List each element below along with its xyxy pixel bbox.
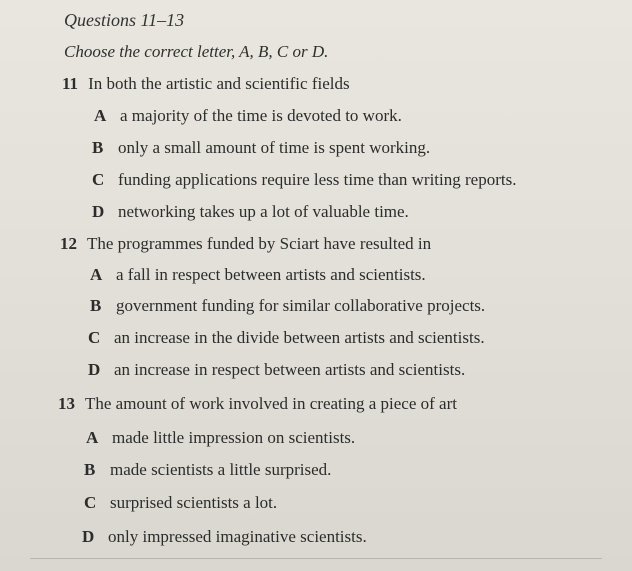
- option-letter: C: [88, 328, 101, 347]
- question-text: The programmes funded by Sciart have resulted in: [87, 234, 432, 253]
- option-letter: D: [88, 360, 101, 379]
- option-text: funding applications require less time than writing reports.: [118, 170, 517, 189]
- option-13-d: [82, 527, 367, 547]
- option-text: only a small amount of time is spent working.: [118, 138, 431, 157]
- option-11-b: [92, 138, 430, 158]
- option-letter: A: [94, 106, 107, 125]
- option-12-a: [90, 265, 426, 285]
- option-12-b: [90, 296, 485, 316]
- option-letter: C: [92, 170, 105, 189]
- option-11-c: [92, 170, 516, 190]
- option-letter: A: [90, 265, 103, 284]
- option-letter: D: [92, 202, 105, 221]
- option-letter: B: [92, 138, 104, 157]
- option-letter: C: [84, 493, 97, 512]
- option-text: made scientists a little surprised.: [110, 460, 332, 479]
- option-11-d: [92, 202, 409, 222]
- questions-header: Questions 11–13: [64, 10, 185, 30]
- option-letter: B: [84, 460, 96, 479]
- question-text: The amount of work involved in creating a piece of art: [85, 394, 457, 413]
- question-text: In both the artistic and scientific fields: [88, 74, 350, 93]
- page-divider: [30, 558, 602, 559]
- option-letter: B: [90, 296, 102, 315]
- option-text: an increase in the divide between artists and scientists.: [114, 328, 485, 347]
- option-text: a fall in respect between artists and scientists.: [116, 265, 426, 284]
- option-text: government funding for similar collaborative projects.: [116, 296, 486, 315]
- option-13-c: [84, 493, 277, 513]
- option-letter: A: [86, 428, 99, 447]
- question-number: 11: [62, 74, 79, 93]
- question-11: [62, 74, 350, 94]
- option-13-b: [84, 460, 331, 480]
- option-11-a: [94, 106, 402, 126]
- option-text: an increase in respect between artists and scientists.: [114, 360, 466, 379]
- option-13-a: [86, 428, 355, 448]
- instruction-label: Choose the correct letter, A, B, C or D.: [64, 42, 329, 61]
- option-text: only impressed imaginative scientists.: [108, 527, 367, 546]
- instruction-text: [64, 42, 328, 62]
- option-text: a majority of the time is devoted to work.: [120, 106, 402, 125]
- option-12-c: [88, 328, 485, 348]
- option-letter: D: [82, 527, 95, 546]
- option-text: networking takes up a lot of valuable time.: [118, 202, 409, 221]
- question-number: 12: [60, 234, 77, 253]
- option-12-d: [88, 360, 465, 380]
- option-text: surprised scientists a lot.: [110, 493, 278, 512]
- question-13: [58, 394, 457, 414]
- question-12: [60, 234, 431, 254]
- question-number: 13: [58, 394, 75, 413]
- option-text: made little impression on scientists.: [112, 428, 356, 447]
